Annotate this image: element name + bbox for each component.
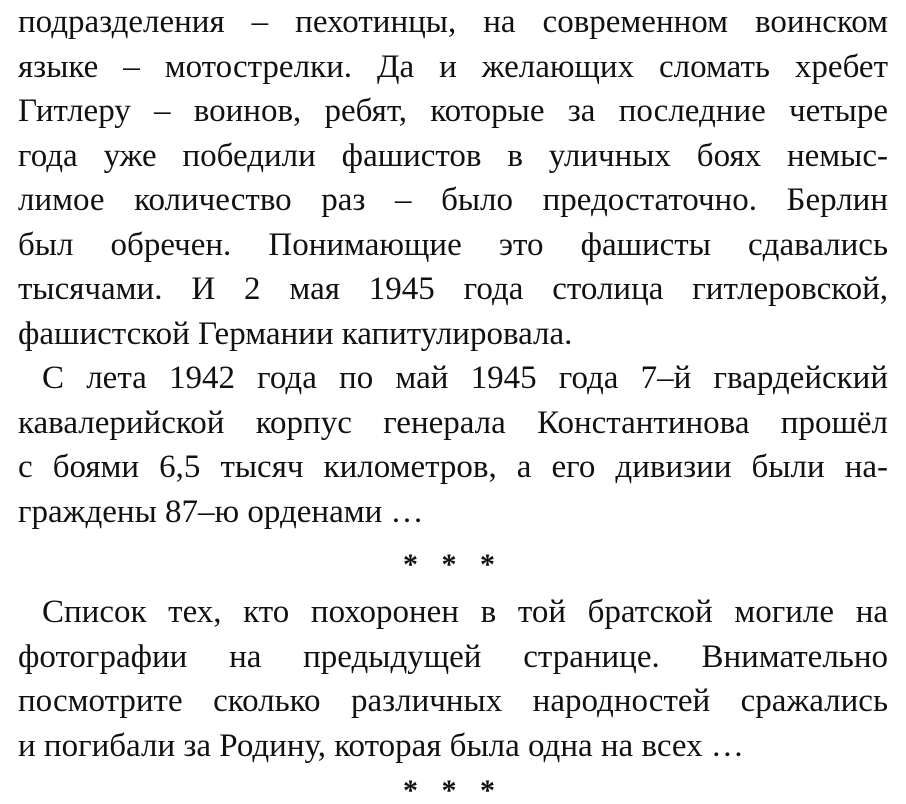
section-separator-bottom: * * * [403,774,503,804]
text-line: посмотрите сколько различных народностей сражались [18,683,888,719]
section-separator: * * * [403,548,503,581]
text-line: граждены 87–ю орденами … [18,493,424,530]
text-line: кавалерийской корпус генерала Константинова прошёл [18,404,888,441]
text-line: Список тех, кто похоронен в той братской могиле на [42,594,888,630]
text-line: Гитлеру – воинов, ребят, которые за последние четыре [18,93,888,129]
paragraph-3 [18,590,888,768]
text-line: года уже победили фашистов в уличных боях немыс- [18,137,888,174]
text-line: с боями 6,5 тысяч километров, а его дивизии были на- [18,449,888,485]
text-line: лимое количество раз – было предостаточно. Берлин [18,182,888,218]
text-line: фашистской Германии капитулировала. [18,315,573,352]
paragraph-1 [18,0,888,356]
text-line: фотографии на предыдущей странице. Внимательно [18,638,888,675]
text-line: языке – мотострелки. Да и желающих сломать хребет [18,48,888,85]
paragraph-2 [18,356,888,534]
text-line: подразделения – пехотинцы, на современном воинском [18,4,888,40]
text-line: тысячами. И 2 мая 1945 года столица гитлеровской, [18,271,888,307]
text-line: С лета 1942 года по май 1945 года 7–й гвардейский [42,360,888,396]
text-line: и погибали за Родину, которая была одна на всех … [18,727,744,764]
text-line: был обречен. Понимающие это фашисты сдавались [18,226,888,263]
